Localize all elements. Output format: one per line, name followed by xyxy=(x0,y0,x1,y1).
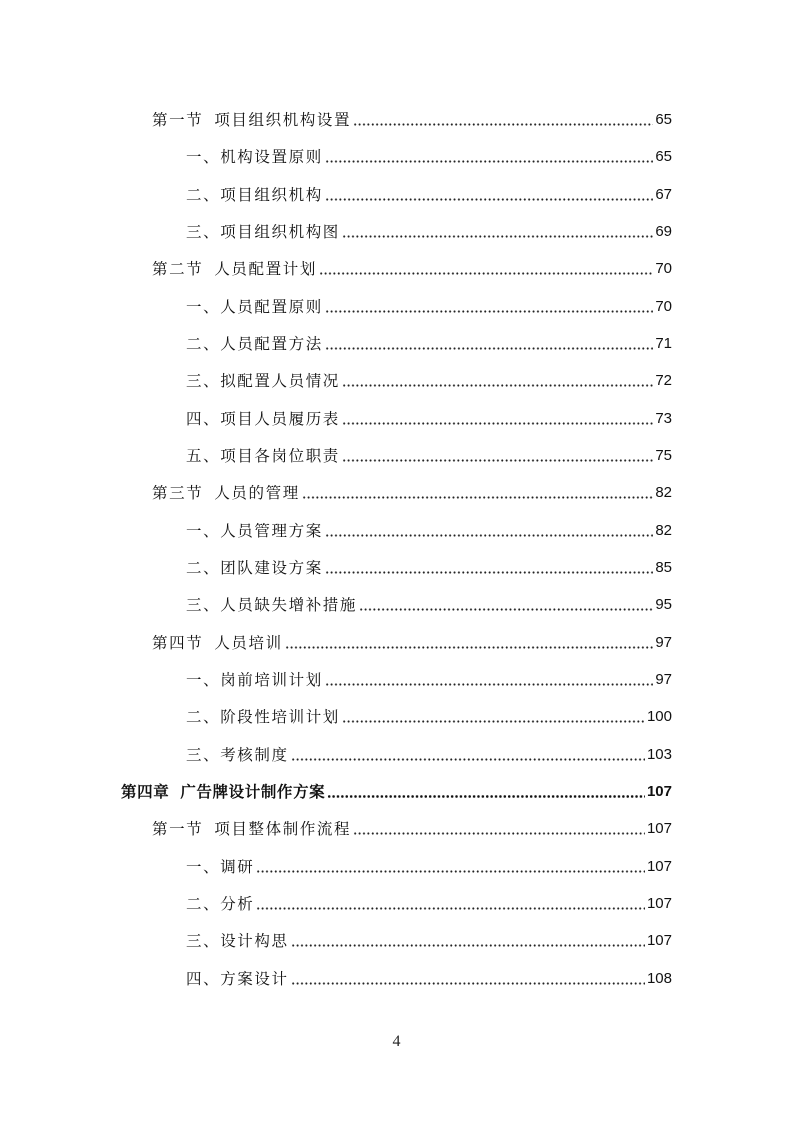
toc-entry[interactable] xyxy=(186,516,672,542)
toc-entry-page: 82 xyxy=(655,484,672,501)
toc-entry[interactable] xyxy=(186,553,672,579)
toc-entry[interactable] xyxy=(186,889,672,915)
toc-leader-dots xyxy=(285,646,654,649)
toc-leader-dots xyxy=(325,571,654,574)
toc-entry-page: 73 xyxy=(655,410,672,427)
toc-entry-title: 一、调研 xyxy=(186,858,255,876)
toc-entry-page: 65 xyxy=(655,148,672,165)
toc-entry[interactable] xyxy=(186,702,672,728)
toc-leader-dots xyxy=(342,384,653,387)
toc-entry[interactable] xyxy=(186,665,672,691)
toc-entry-number: 第一节 xyxy=(152,820,204,838)
toc-entry-page: 107 xyxy=(646,858,672,875)
toc-entry-page: 85 xyxy=(655,559,672,576)
toc-entry-page: 72 xyxy=(655,372,672,389)
toc-entry-page: 82 xyxy=(655,522,672,539)
toc-entry[interactable] xyxy=(186,852,672,878)
toc-entry-page: 100 xyxy=(646,708,672,725)
toc-entry-number: 第四节 xyxy=(152,634,204,652)
toc-entry-label xyxy=(152,258,317,280)
toc-entry-label xyxy=(152,109,351,131)
toc-entry[interactable] xyxy=(186,926,672,952)
toc-entry-page: 107 xyxy=(646,932,672,949)
toc-entry-label xyxy=(121,781,325,803)
toc-entry[interactable] xyxy=(152,814,672,840)
toc-entry-title: 一、人员管理方案 xyxy=(186,522,323,540)
toc-leader-dots xyxy=(325,160,654,163)
toc-leader-dots xyxy=(342,459,653,462)
toc-entry[interactable] xyxy=(186,217,672,243)
toc-entry-page: 107 xyxy=(646,783,672,800)
toc-leader-dots xyxy=(256,907,645,910)
toc-entry-title: 三、人员缺失增补措施 xyxy=(186,596,358,614)
toc-entry-title: 二、团队建设方案 xyxy=(186,559,323,577)
toc-entry-title: 四、方案设计 xyxy=(186,970,289,988)
toc-entry-number: 第三节 xyxy=(152,484,204,502)
toc-entry-title: 项目组织机构设置 xyxy=(214,111,352,129)
toc-entry-page: 71 xyxy=(655,335,672,352)
toc-leader-dots xyxy=(325,347,654,350)
toc-entry-page: 75 xyxy=(655,447,672,464)
toc-leader-dots xyxy=(342,422,653,425)
toc-leader-dots xyxy=(325,198,654,201)
toc-entry-title: 三、拟配置人员情况 xyxy=(186,372,340,390)
toc-entry-title: 二、项目组织机构 xyxy=(186,186,323,204)
toc-entry[interactable] xyxy=(186,590,672,616)
toc-entry-page: 65 xyxy=(655,111,672,128)
toc-entry[interactable] xyxy=(186,142,672,168)
toc-leader-dots xyxy=(291,944,645,947)
toc-entry[interactable] xyxy=(186,441,672,467)
toc-leader-dots xyxy=(353,832,645,835)
toc-entry[interactable] xyxy=(152,628,672,654)
toc-leader-dots xyxy=(327,795,645,798)
toc-leader-dots xyxy=(325,683,654,686)
toc-entry-title: 人员培训 xyxy=(214,634,283,652)
toc-entry[interactable] xyxy=(152,254,672,280)
toc-entry-title: 二、人员配置方法 xyxy=(186,335,323,353)
toc-entry-page: 97 xyxy=(655,671,672,688)
toc-entry[interactable] xyxy=(152,478,672,504)
toc-leader-dots xyxy=(342,720,645,723)
toc-entry[interactable] xyxy=(152,105,672,131)
toc-leader-dots xyxy=(302,496,653,499)
toc-chapter-entry[interactable] xyxy=(121,777,672,803)
toc-entry-number: 第一节 xyxy=(152,111,204,129)
toc-entry-title: 一、岗前培训计划 xyxy=(186,671,323,689)
toc-entry-title: 一、机构设置原则 xyxy=(186,148,323,166)
toc-entry[interactable] xyxy=(186,329,672,355)
toc-entry-label xyxy=(152,632,283,654)
toc-entry-title: 人员配置计划 xyxy=(214,260,317,278)
toc-entry-label xyxy=(152,818,351,840)
toc-entry-page: 95 xyxy=(655,596,672,613)
toc-entry-page: 70 xyxy=(655,260,672,277)
toc-entry[interactable] xyxy=(186,180,672,206)
toc-leader-dots xyxy=(256,870,645,873)
toc-entry-page: 107 xyxy=(646,820,672,837)
toc-entry-title: 五、项目各岗位职责 xyxy=(186,447,340,465)
toc-entry-title: 三、项目组织机构图 xyxy=(186,223,340,241)
toc-entry-label xyxy=(152,482,300,504)
toc-entry[interactable] xyxy=(186,964,672,990)
toc-entry-page: 70 xyxy=(655,298,672,315)
toc-entry-title: 二、分析 xyxy=(186,895,255,913)
toc-leader-dots xyxy=(325,534,654,537)
toc-leader-dots xyxy=(342,235,653,238)
toc-entry[interactable] xyxy=(186,740,672,766)
toc-entry[interactable] xyxy=(186,404,672,430)
toc-entry-page: 67 xyxy=(655,186,672,203)
toc-leader-dots xyxy=(291,982,645,985)
toc-entry-page: 69 xyxy=(655,223,672,240)
toc-entry-page: 97 xyxy=(655,634,672,651)
toc-entry[interactable] xyxy=(186,292,672,318)
toc-leader-dots xyxy=(319,272,653,275)
toc-leader-dots xyxy=(359,608,653,611)
toc-entry-page: 103 xyxy=(646,746,672,763)
toc-entry-page: 108 xyxy=(646,970,672,987)
toc-entry-title: 项目整体制作流程 xyxy=(214,820,352,838)
toc-entry-title: 二、阶段性培训计划 xyxy=(186,708,340,726)
toc-leader-dots xyxy=(353,123,653,126)
toc-leader-dots xyxy=(325,310,654,313)
page-number: 4 xyxy=(392,1033,401,1050)
toc-entry-page: 107 xyxy=(646,895,672,912)
toc-entry-title: 四、项目人员履历表 xyxy=(186,410,340,428)
toc-entry-title: 三、考核制度 xyxy=(186,746,289,764)
toc-entry[interactable] xyxy=(186,366,672,392)
toc-entry-title: 一、人员配置原则 xyxy=(186,298,323,316)
toc-entry-title: 人员的管理 xyxy=(214,484,300,502)
toc-entry-title: 广告牌设计制作方案 xyxy=(180,783,326,801)
toc-entry-number: 第二节 xyxy=(152,260,204,278)
toc-leader-dots xyxy=(291,758,645,761)
toc-entry-title: 三、设计构思 xyxy=(186,932,289,950)
toc-entry-number: 第四章 xyxy=(121,783,170,801)
